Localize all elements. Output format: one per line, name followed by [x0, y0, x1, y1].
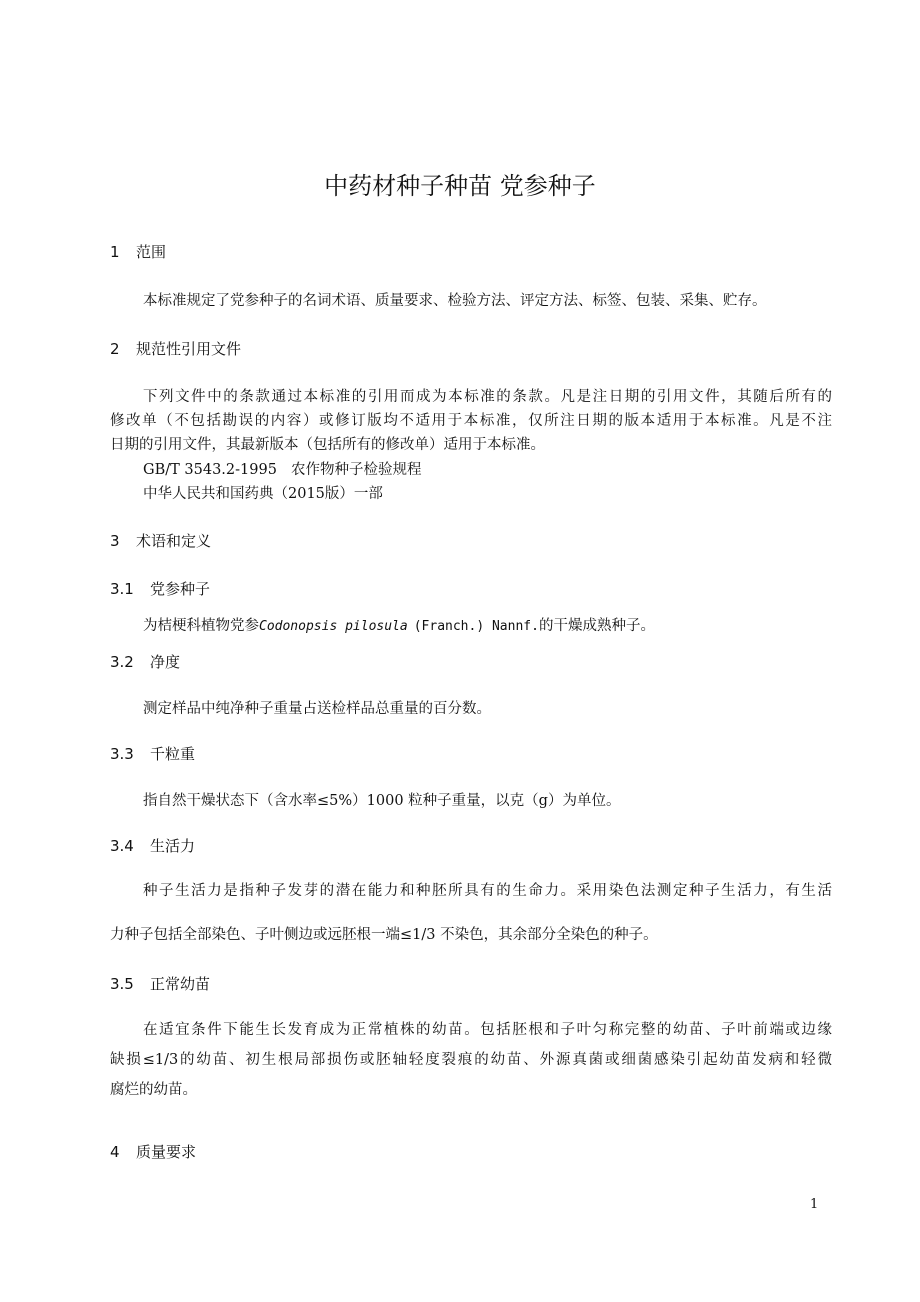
section-title: 净度	[150, 653, 181, 671]
section-title: 千粒重	[150, 745, 196, 763]
section-title: 正常幼苗	[150, 975, 211, 993]
section-2-heading	[110, 338, 241, 359]
subsection-3-2-paragraph: 测定样品中纯净种子重量占送检样品总重量的百分数。	[143, 701, 491, 717]
subsection-3-1-heading	[110, 578, 210, 599]
reference-code: GB/T 3543.2-1995	[143, 462, 277, 478]
section-title: 术语和定义	[136, 532, 212, 550]
page-number: 1	[810, 1197, 819, 1212]
section-1-paragraph: 本标准规定了党参种子的名词术语、质量要求、检验方法、评定方法、标签、包装、采集、贮存。	[143, 293, 767, 309]
latin-name: Codonopsis pilosula	[259, 619, 408, 634]
reference-name: 农作物种子检验规程	[290, 462, 422, 478]
text-segment: 为桔梗科植物党参	[143, 618, 259, 634]
section-number: 4	[110, 1143, 120, 1161]
subsection-3-5-paragraph	[110, 1015, 832, 1105]
paragraph-line: 在适宜条件下能生长发育成为正常植株的幼苗。包括胚根和子叶匀称完整的幼苗、子叶前端或边缘	[143, 1022, 832, 1038]
section-1-heading	[110, 241, 166, 262]
subsection-3-5-heading	[110, 973, 210, 994]
paragraph-line: 修改单（不包括勘误的内容）或修订版均不适用于本标准，仅所注日期的版本适用于本标准。凡是不注	[110, 413, 832, 429]
author-citation: (Franch.) Nannf.	[413, 619, 539, 634]
reference-item: 中华人民共和国药典（2015版）一部	[143, 486, 383, 502]
section-number: 3.5	[110, 975, 134, 993]
section-number: 3	[110, 532, 120, 550]
section-number: 3.4	[110, 837, 134, 855]
section-4-heading	[110, 1141, 196, 1162]
paragraph-line: 日期的引用文件，其最新版本（包括所有的修改单）适用于本标准。	[110, 437, 545, 453]
subsection-3-4-heading	[110, 835, 195, 856]
paragraph-line: 力种子包括全部染色、子叶侧边或远胚根一端≤1/3 不染色，其余部分全染色的种子。	[110, 927, 658, 943]
section-number: 1	[110, 243, 120, 261]
section-title: 质量要求	[136, 1143, 197, 1161]
section-title: 生活力	[150, 837, 196, 855]
section-title: 党参种子	[150, 580, 211, 598]
subsection-3-3-heading	[110, 743, 195, 764]
section-3-heading	[110, 530, 211, 551]
paragraph-line: 种子生活力是指种子发芽的潜在能力和种胚所具有的生命力。采用染色法测定种子生活力，有生活	[143, 883, 832, 899]
paragraph-line: 腐烂的幼苗。	[110, 1082, 197, 1098]
section-2-paragraph	[110, 385, 832, 457]
subsection-3-4-paragraph	[110, 881, 832, 945]
subsection-3-3-paragraph: 指自然干燥状态下（含水率≤5%）1000 粒种子重量，以克（g）为单位。	[143, 793, 621, 809]
section-number: 3.3	[110, 745, 134, 763]
paragraph-line: 缺损≤1/3的幼苗、初生根局部损伤或胚轴轻度裂痕的幼苗、外源真菌或细菌感染引起幼苗发病和轻微	[110, 1052, 832, 1068]
section-number: 3.1	[110, 580, 134, 598]
section-number: 2	[110, 340, 120, 358]
paragraph-line: 下列文件中的条款通过本标准的引用而成为本标准的条款。凡是注日期的引用文件，其随后所有的	[143, 389, 832, 405]
subsection-3-2-heading	[110, 651, 180, 672]
section-number: 3.2	[110, 653, 134, 671]
text-segment: 的干燥成熟种子。	[538, 618, 655, 634]
section-title: 范围	[136, 243, 167, 261]
document-title: 中药材种子种苗 党参种子	[324, 172, 596, 200]
subsection-3-1-paragraph	[143, 614, 655, 635]
reference-item	[143, 458, 421, 479]
section-title: 规范性引用文件	[136, 340, 242, 358]
